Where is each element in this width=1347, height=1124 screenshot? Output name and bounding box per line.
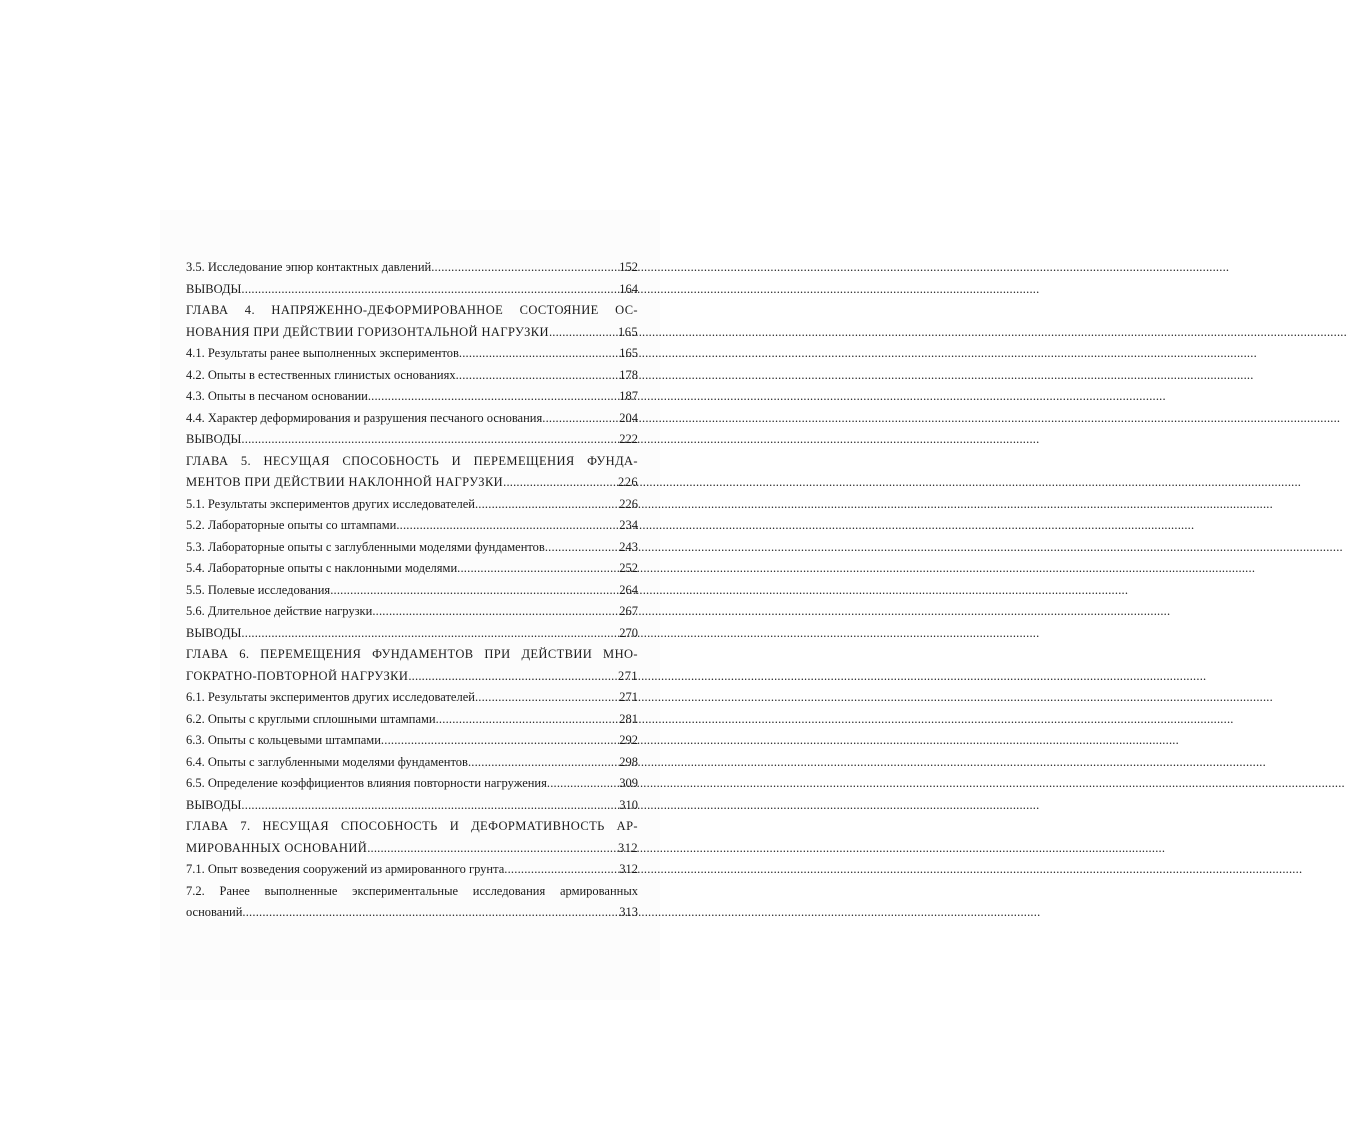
toc-page-number: 204 [619,410,638,425]
toc-entry[interactable] [186,494,638,516]
toc-page-number: 271 [619,690,638,704]
toc-entry-title: ВЫВОДЫ [186,432,242,446]
toc-chapter-heading-cont[interactable] [186,322,638,344]
dot-leader [547,773,619,795]
toc-page-number: 187 [619,389,638,403]
toc-page-number: 234 [619,518,638,532]
dot-leader [367,838,618,860]
dot-leader [475,494,619,516]
toc-entry-title: ВЫВОДЫ [186,797,242,812]
toc-page-number: 226 [619,496,638,511]
dot-leader [241,429,619,451]
toc-chapter-heading[interactable]: ГЛАВА 6. ПЕРЕМЕЩЕНИЯ ФУНДАМЕНТОВ ПРИ ДЕЙСТВИИ МНО- [186,647,638,661]
dot-leader [504,859,619,881]
toc-chapter-heading[interactable]: ГЛАВА 7. НЕСУЩАЯ СПОСОБНОСТЬ И ДЕФОРМАТИВНОСТЬ АР- [186,819,638,833]
toc-entry[interactable] [186,365,638,387]
toc-entry-title: ГОКРАТНО-ПОВТОРНОЙ НАГРУЗКИ [186,668,409,683]
toc-page-number: 292 [619,733,638,747]
toc-entry-title: 6.2. Опыты с круглыми сплошными штампами [186,711,436,726]
toc-entry-title: 6.1. Результаты экспериментов других исследователей [186,690,475,704]
toc-entry-title: 3.5. Исследование эпюр контактных давлений [186,260,432,274]
toc-entry-title: МИРОВАННЫХ ОСНОВАНИЙ [186,840,368,855]
toc-entry-title: МЕНТОВ ПРИ ДЕЙСТВИИ НАКЛОННОЙ НАГРУЗКИ [186,475,504,489]
dot-leader [456,365,620,387]
toc-entry[interactable] [186,773,638,795]
toc-entry-title: НОВАНИЯ ПРИ ДЕЙСТВИИ ГОРИЗОНТАЛЬНОЙ НАГРУЗКИ [186,324,549,339]
dot-leader [396,515,619,537]
dot-leader [503,472,618,494]
dot-leader [431,257,619,279]
toc-page-number: 243 [619,539,638,554]
toc-entry-title: 4.1. Результаты ранее выполненных экспериментов [186,346,459,360]
toc-entry[interactable] [186,859,638,881]
toc-page-number: 152 [619,260,638,274]
toc-page-number: 165 [619,346,638,360]
toc-chapter-heading[interactable]: ГЛАВА 4. НАПРЯЖЕННО-ДЕФОРМИРОВАННОЕ СОСТОЯНИЕ ОС- [186,303,638,317]
toc-entry-title: 5.1. Результаты экспериментов других исследователей [186,496,475,511]
toc-entry-title: 7.1. Опыт возведения сооружений из армированного грунта [186,862,505,876]
toc-page-number: 222 [619,432,638,446]
toc-page-number: 267 [619,604,638,618]
dot-leader [436,709,620,731]
toc-page-number: 312 [618,840,638,855]
toc-chapter-heading[interactable]: ГЛАВА 5. НЕСУЩАЯ СПОСОБНОСТЬ И ПЕРЕМЕЩЕНИЯ ФУНДА- [186,453,638,468]
toc-chapter-heading-cont[interactable] [186,838,638,860]
toc-page-number: 298 [619,754,638,769]
toc-entry-title: 5.5. Полевые исследования [186,582,331,597]
toc-entry[interactable] [186,386,638,408]
dot-leader [372,601,619,623]
toc-chapter-heading-cont[interactable] [186,666,638,688]
toc-page-number: 252 [619,561,638,575]
dot-leader [468,752,619,774]
toc-entry-title: 5.4. Лабораторные опыты с наклонными моделями [186,561,458,575]
toc-entry[interactable] [186,537,638,559]
toc-entry[interactable] [186,558,638,580]
dot-leader [381,730,619,752]
dot-leader [542,408,619,430]
toc-entry-title: 6.3. Опыты с кольцевыми штампами [186,733,381,747]
toc-entry[interactable] [186,687,638,709]
toc-page-number: 165 [618,324,638,339]
toc-page-number: 164 [619,281,638,296]
dot-leader [545,537,619,559]
toc-entry[interactable] [186,709,638,731]
dot-leader [330,580,619,602]
table-of-contents [186,257,638,924]
toc-page-number: 271 [618,668,638,683]
dot-leader [459,343,619,365]
toc-entry[interactable] [186,343,638,365]
dot-leader [242,902,619,924]
toc-entry[interactable] [186,408,638,430]
dot-leader [241,279,619,301]
toc-entry-title: ВЫВОДЫ [186,625,242,640]
toc-entry-multiline[interactable]: 7.2. Ранее выполненные экспериментальные исследования армированных [186,883,638,898]
toc-entry[interactable] [186,279,638,301]
dot-leader [368,386,619,408]
dot-leader [241,623,619,645]
toc-page-number: 309 [619,776,638,790]
toc-entry-title: 4.3. Опыты в песчаном основании [186,389,368,403]
toc-page-number: 226 [618,475,638,489]
toc-page-number: 270 [619,625,638,640]
toc-entry-title: 6.4. Опыты с заглубленными моделями фундаментов [186,754,468,769]
toc-entry[interactable] [186,601,638,623]
toc-page-number: 313 [619,905,638,919]
toc-entry[interactable] [186,623,638,645]
toc-page-number: 281 [619,711,638,726]
dot-leader [408,666,618,688]
toc-entry-title: 5.6. Длительное действие нагрузки [186,604,373,618]
toc-entry-title: 5.2. Лабораторные опыты со штампами [186,518,397,532]
dot-leader [549,322,618,344]
dot-leader [475,687,619,709]
toc-entry[interactable] [186,515,638,537]
toc-entry[interactable] [186,429,638,451]
toc-entry[interactable] [186,257,638,279]
toc-entry[interactable] [186,580,638,602]
toc-chapter-heading-cont[interactable] [186,472,638,494]
toc-entry-title: 4.4. Характер деформирования и разрушения песчаного основания [186,410,543,425]
toc-page-number: 178 [619,367,638,382]
dot-leader [457,558,619,580]
toc-entry[interactable] [186,795,638,817]
toc-entry-title: 5.3. Лабораторные опыты с заглубленными моделями фундаментов [186,539,545,554]
toc-entry-title: 6.5. Определение коэффициентов влияния повторности нагружения [186,776,547,790]
toc-entry-multiline-cont[interactable] [186,902,638,924]
toc-page-number: 312 [619,862,638,876]
dot-leader [241,795,619,817]
toc-entry-title: оснований [186,905,243,919]
toc-page-number: 310 [619,797,638,812]
toc-entry[interactable] [186,730,638,752]
toc-entry[interactable] [186,752,638,774]
toc-entry-title: ВЫВОДЫ [186,281,242,296]
toc-entry-title: 4.2. Опыты в естественных глинистых основаниях [186,367,456,382]
toc-page-number: 264 [619,582,638,597]
